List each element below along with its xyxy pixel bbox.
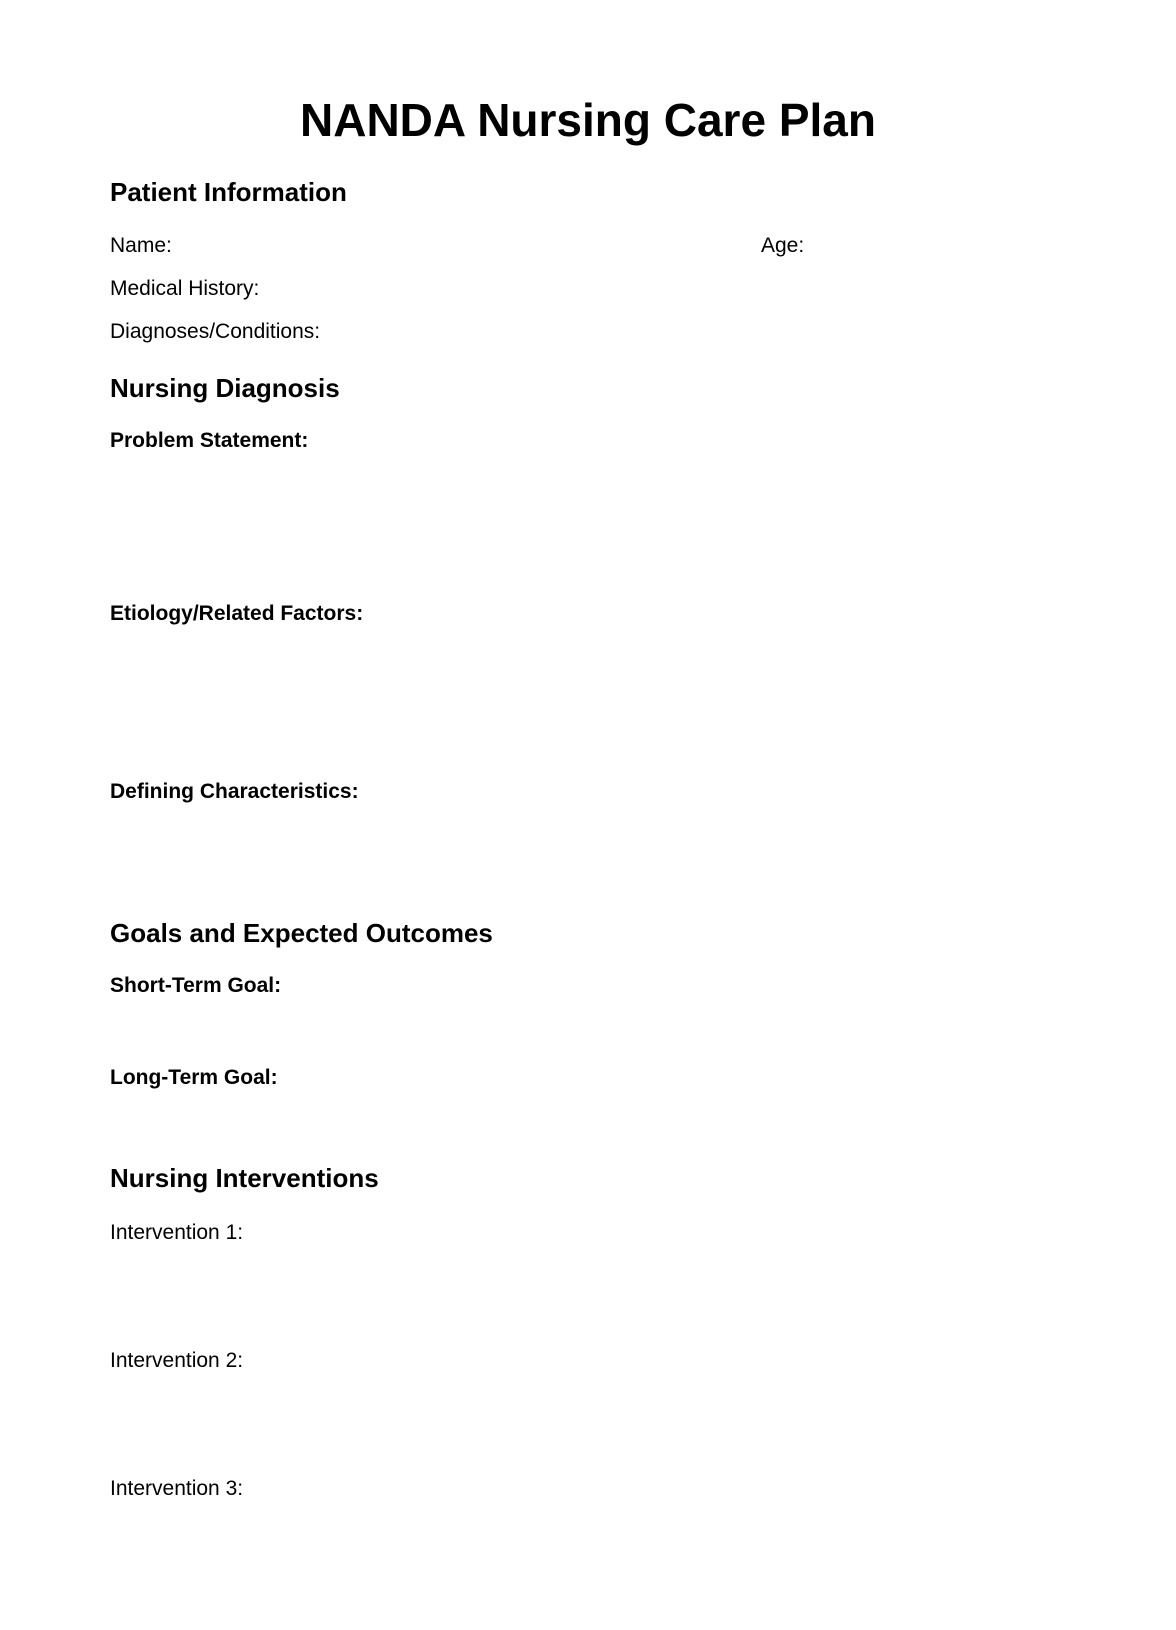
defining-characteristics-label: Defining Characteristics: xyxy=(110,780,359,803)
diagnoses-conditions-label: Diagnoses/Conditions: xyxy=(110,320,321,343)
intervention-1-label: Intervention 1: xyxy=(110,1221,244,1244)
name-label: Name: xyxy=(110,234,172,257)
short-term-goal-label: Short-Term Goal: xyxy=(110,974,282,997)
medical-history-label: Medical History: xyxy=(110,277,260,300)
age-label: Age: xyxy=(761,234,805,257)
intervention-2-label: Intervention 2: xyxy=(110,1349,244,1372)
nursing-diagnosis-heading: Nursing Diagnosis xyxy=(110,373,340,403)
nursing-interventions-heading: Nursing Interventions xyxy=(110,1163,379,1193)
long-term-goal-label: Long-Term Goal: xyxy=(110,1066,278,1089)
patient-information-heading: Patient Information xyxy=(110,177,347,207)
problem-statement-label: Problem Statement: xyxy=(110,429,309,452)
intervention-3-label: Intervention 3: xyxy=(110,1477,244,1500)
document-title: NANDA Nursing Care Plan xyxy=(300,94,876,146)
etiology-label: Etiology/Related Factors: xyxy=(110,602,364,625)
goals-heading: Goals and Expected Outcomes xyxy=(110,918,493,948)
